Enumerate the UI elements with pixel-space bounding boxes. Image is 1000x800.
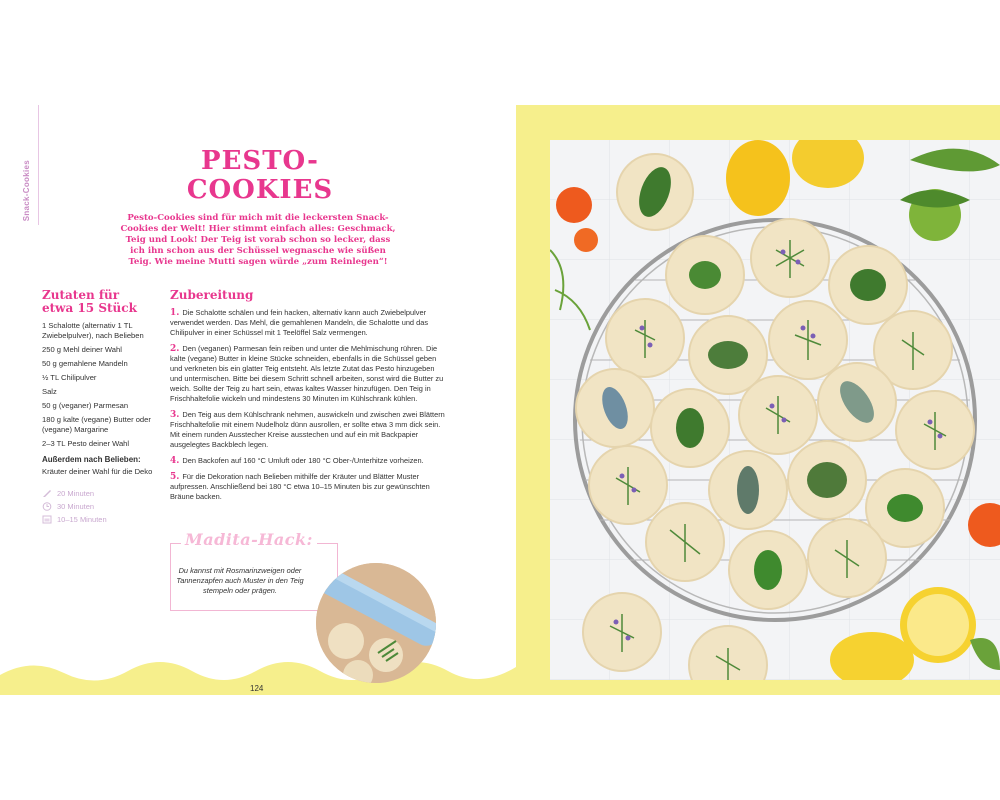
step xyxy=(170,344,446,404)
clock-icon xyxy=(42,502,52,511)
rest-time-label: 30 Minuten xyxy=(57,502,95,511)
cookies-photo xyxy=(550,140,1000,680)
ingredient-item: 50 g gemahlene Mandeln xyxy=(42,359,128,368)
prep-time xyxy=(42,489,162,498)
prep-time-label: 20 Minuten xyxy=(57,489,95,498)
rolling-pin-photo xyxy=(316,563,436,683)
title-line-2: COOKIES xyxy=(186,175,334,205)
recipe-intro: Pesto-Cookies sind für mich mit die leckersten Snack-Cookies der Welt! Hier stimmt einfach alles: Geschmack, Teig und Look! Der Teig ist vorab schon so lecker, dass ich ihn schon aus der Schüssel wegnasche wie süßen Teig. Wie meine Mutti sagen würde „zum Reinlegen“! xyxy=(120,213,396,267)
ingredient-item: 50 g (veganer) Parmesan xyxy=(42,401,129,410)
knife-icon xyxy=(42,489,52,498)
ingredients-heading-line-2: etwa 15 Stück xyxy=(42,301,137,315)
step-number: 5. xyxy=(170,472,180,482)
hack-title: Madita-Hack: xyxy=(181,530,317,549)
step-text: Für die Dekoration nach Belieben mithilfe der Kräuter und Blätter Muster aufpressen. Anschließend bei 180 °C etwa 10–15 Minuten bis zur gewünschten Bräune backen. xyxy=(170,472,430,501)
hack-text: Du kannst mit Rosmarinzweigen oder Tannenzapfen auch Muster in den Teig stempeln oder prägen. xyxy=(176,566,304,595)
page-number: 124 xyxy=(250,684,264,693)
ingredient-item: 250 g Mehl deiner Wahl xyxy=(42,345,122,354)
step-text: Den Teig aus dem Kühlschrank nehmen, auswickeln und zwischen zwei Blättern Frischhaltefolie mit einem Nudelholz dünn ausrollen, er sollte etwa 3 mm dick sein. Mit einem runden Ausstecher Kreise ausstechen und auf ein mit Backpapier ausgelegtes Backblech legen. xyxy=(170,410,445,449)
title-line-1: PESTO- xyxy=(201,146,319,176)
extras-heading: Außerdem nach Belieben: xyxy=(42,455,141,464)
step-number: 1. xyxy=(170,308,180,318)
step xyxy=(170,410,446,450)
rest-time xyxy=(42,502,162,511)
step-text: Den Backofen auf 160 °C Umluft oder 180 °C Ober-/Unterhitze vorheizen. xyxy=(182,456,424,465)
step-number: 4. xyxy=(170,456,180,466)
ingredients-column xyxy=(42,289,162,528)
ingredient-item: ½ TL Chilipulver xyxy=(42,373,97,382)
hack-box xyxy=(170,530,338,611)
step xyxy=(170,456,446,466)
bake-time-label: 10–15 Minuten xyxy=(57,515,107,524)
extras-item: Kräuter deiner Wahl für die Deko xyxy=(42,467,153,476)
bake-time xyxy=(42,515,162,524)
step-number: 2. xyxy=(170,344,180,354)
ingredient-item: 180 g kalte (vegane) Butter oder (vegane) Margarine xyxy=(42,415,151,434)
preparation-column xyxy=(170,289,446,502)
step xyxy=(170,472,446,502)
preparation-heading: Zubereitung xyxy=(170,288,254,302)
step-number: 3. xyxy=(170,410,180,420)
left-page xyxy=(0,105,516,695)
step xyxy=(170,308,446,338)
ingredient-item: 2–3 TL Pesto deiner Wahl xyxy=(42,439,130,448)
time-info xyxy=(42,489,162,524)
step-text: Die Schalotte schälen und fein hacken, alternativ kann auch Zwiebelpulver verwendet werden. Das Mehl, die gemahlenen Mandeln, die Schalotte und das Chilipulver in einer Schüssel mit 1 Teelöffel Salz vermengen. xyxy=(170,308,429,337)
section-tab: Snack-Cookies xyxy=(22,160,31,222)
ingredients-heading xyxy=(42,289,162,315)
step-text: Den (veganen) Parmesan fein reiben und unter die Mehlmischung rühren. Die kalte (vegane) Butter in kleine Stücke schneiden, ebenfalls in die Schüssel geben und verkneten bis ein glatter Teig entsteht. Als letzte Zutat das Pesto hinzugeben und untermischen. Bitte bei diesem Schritt schnell arbeiten, sonst wird die Butter zu weich. Sollte der Teig zu hart sein, etwas kaltes Wasser hinzufügen. Den Teig in Frischhaltefolie wickeln und mindestens 30 Minuten im Kühlschrank kühlen. xyxy=(170,344,444,403)
ingredients-heading-line-1: Zutaten für xyxy=(42,288,120,302)
recipe-title xyxy=(150,147,370,205)
ingredient-item: Salz xyxy=(42,387,57,396)
ingredient-item: 1 Schalotte (alternativ 1 TL Zwiebelpulver), nach Belieben xyxy=(42,321,144,340)
oven-icon xyxy=(42,515,52,524)
section-tab-line xyxy=(38,105,39,225)
ingredients-list xyxy=(42,321,162,449)
